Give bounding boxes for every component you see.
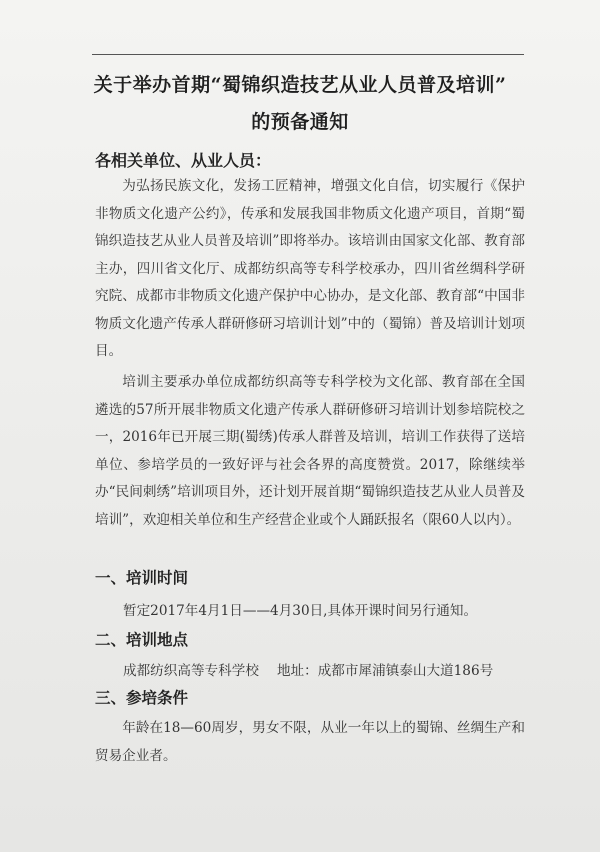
school-name: 成都纺织高等专科学校 (123, 663, 259, 679)
section-text-time: 暂定2017年4月1日——4月30日,具体开课时间另行通知。 (123, 603, 478, 619)
section-text-location (123, 659, 493, 679)
header-rule (92, 54, 524, 55)
section-heading-requirements: 三、参培条件 (95, 688, 189, 707)
section-heading-time: 一、培训时间 (95, 568, 189, 587)
paragraph-organizer: 培训主要承办单位成都纺织高等专科学校为文化部、教育部在全国遴选的57所开展非物质文化遗产传承人群研修研习培训计划参培院校之一，2016年已开展三期(蜀绣)传承人群普及培训，培训工作获得了送培单位、参培学员的一致好评与社会各界的高度赞赏。2017，除继续举办“民间刺绣”培训项目外，还计划开展首期“蜀锦织造技艺从业人员普及培训”，欢迎相关单位和生产经营企业或个人踊跃报名（限60人以内）。 (95, 374, 525, 528)
document-title-line-1: 关于举办首期“蜀锦织造技艺从业人员普及培训” (93, 74, 507, 96)
section-text-requirements: 年龄在18—60周岁，男女不限，从业一年以上的蜀锦、丝绸生产和贸易企业者。 (95, 720, 525, 764)
paragraph-intro: 为弘扬民族文化，发扬工匠精神，增强文化自信，切实履行《保护非物质文化遗产公约》，传承和发展我国非物质文化遗产项目，首期“蜀锦织造技艺从业人员普及培训”即将举办。该培训由国家文化部、教育部主办，四川省文化厅、成都纺织高等专科学校承办，四川省丝绸科学研究院、成都市非物质文化遗产保护中心协办，是文化部、教育部“中国非物质文化遗产传承人群研修研习培训计划”中的（蜀锦）普及培训计划项目。 (95, 178, 525, 359)
section-heading-location: 二、培训地点 (95, 630, 189, 649)
document-title-line-2: 的预备通知 (251, 111, 349, 133)
salutation: 各相关单位、从业人员： (95, 151, 272, 170)
school-address: 地址：成都市犀浦镇泰山大道186号 (276, 663, 494, 679)
